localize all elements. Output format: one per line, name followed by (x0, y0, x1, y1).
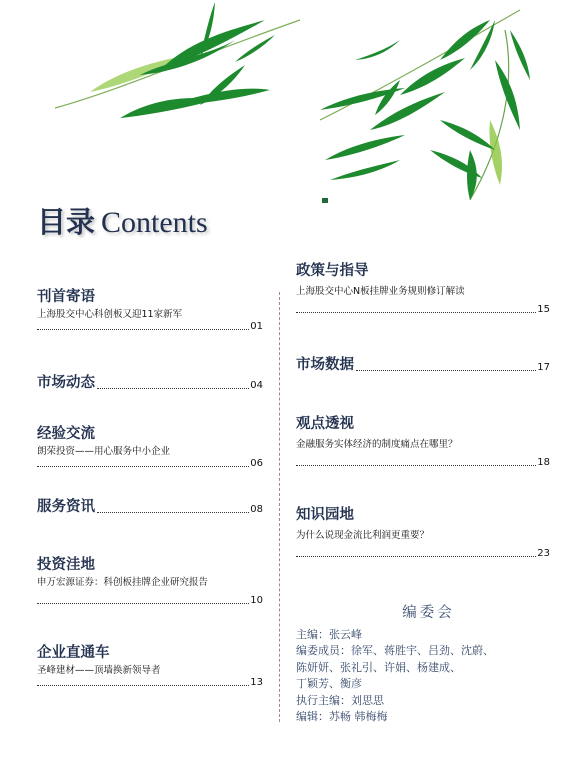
toc-entry-left-1[interactable] (37, 374, 263, 392)
toc-entry-left-4[interactable] (37, 556, 263, 607)
committee-title: 编委会 (402, 605, 455, 621)
article-title: 上海股交中心科创板又迎11家新军 (37, 309, 183, 320)
willow-leaves-decoration (0, 0, 575, 210)
section-title: 市场数据 (296, 357, 354, 373)
section-title: 投资洼地 (37, 557, 95, 573)
committee-line: 编委成员：徐军、蒋胜宇、吕劲、沈蔚、 (296, 644, 494, 657)
article-title: 金融服务实体经济的制度痛点在哪里？ (296, 439, 458, 450)
page-number: 13 (250, 677, 263, 688)
toc-entry-left-0[interactable] (37, 288, 263, 333)
title-cn: 目录 (37, 205, 96, 239)
committee-line: 丁颖芳、衡彦 (296, 677, 362, 690)
toc-entry-left-3[interactable] (37, 498, 263, 516)
column-divider (279, 292, 280, 722)
toc-entry-right-0[interactable] (296, 262, 550, 316)
page-number: 06 (250, 458, 263, 469)
committee-line: 陈妍妍、张礼引、许娟、杨建成、 (296, 660, 461, 674)
section-title: 观点透视 (296, 416, 354, 432)
section-title: 服务资讯 (37, 499, 95, 515)
page-number: 10 (250, 595, 263, 606)
page-number: 01 (250, 321, 263, 332)
committee-line: 执行主编：刘思思 (296, 693, 384, 707)
article-title: 上海股交中心N板挂牌业务规则修订解读 (296, 286, 465, 297)
page-number: 08 (250, 504, 263, 515)
page-title (37, 200, 208, 241)
toc-entry-left-5[interactable] (37, 644, 263, 689)
committee-line: 主编：张云峰 (296, 627, 362, 641)
section-title: 政策与指导 (296, 263, 369, 279)
toc-entry-right-1[interactable] (296, 356, 550, 374)
leaf-group-right (320, 20, 530, 200)
toc-entry-left-2[interactable] (37, 425, 263, 470)
page-number: 04 (250, 380, 263, 391)
toc-entry-right-2[interactable] (296, 415, 550, 469)
page-number: 15 (537, 304, 550, 315)
article-title: 朗荣投资——用心服务中小企业 (37, 446, 171, 457)
article-title: 为什么说现金流比利润更重要？ (296, 530, 430, 541)
article-title: 申万宏源证券：科创板挂牌企业研究报告 (37, 577, 209, 588)
editorial-committee (296, 605, 561, 726)
small-green-mark (322, 198, 328, 203)
page-number: 23 (537, 548, 550, 559)
leaf-group-left (90, 2, 275, 118)
section-title: 知识园地 (296, 507, 354, 523)
section-title: 刊首寄语 (37, 289, 95, 305)
page-number: 17 (537, 362, 550, 373)
toc-entry-right-3[interactable] (296, 506, 550, 560)
page-number: 18 (537, 457, 550, 468)
title-en: Contents (101, 206, 208, 239)
section-title: 经验交流 (37, 426, 95, 442)
article-title: 圣峰建材——顶墙换新领导者 (37, 665, 161, 676)
section-title: 企业直通车 (37, 645, 110, 661)
committee-line: 编辑：苏畅 韩梅梅 (296, 710, 388, 723)
section-title: 市场动态 (37, 375, 95, 391)
